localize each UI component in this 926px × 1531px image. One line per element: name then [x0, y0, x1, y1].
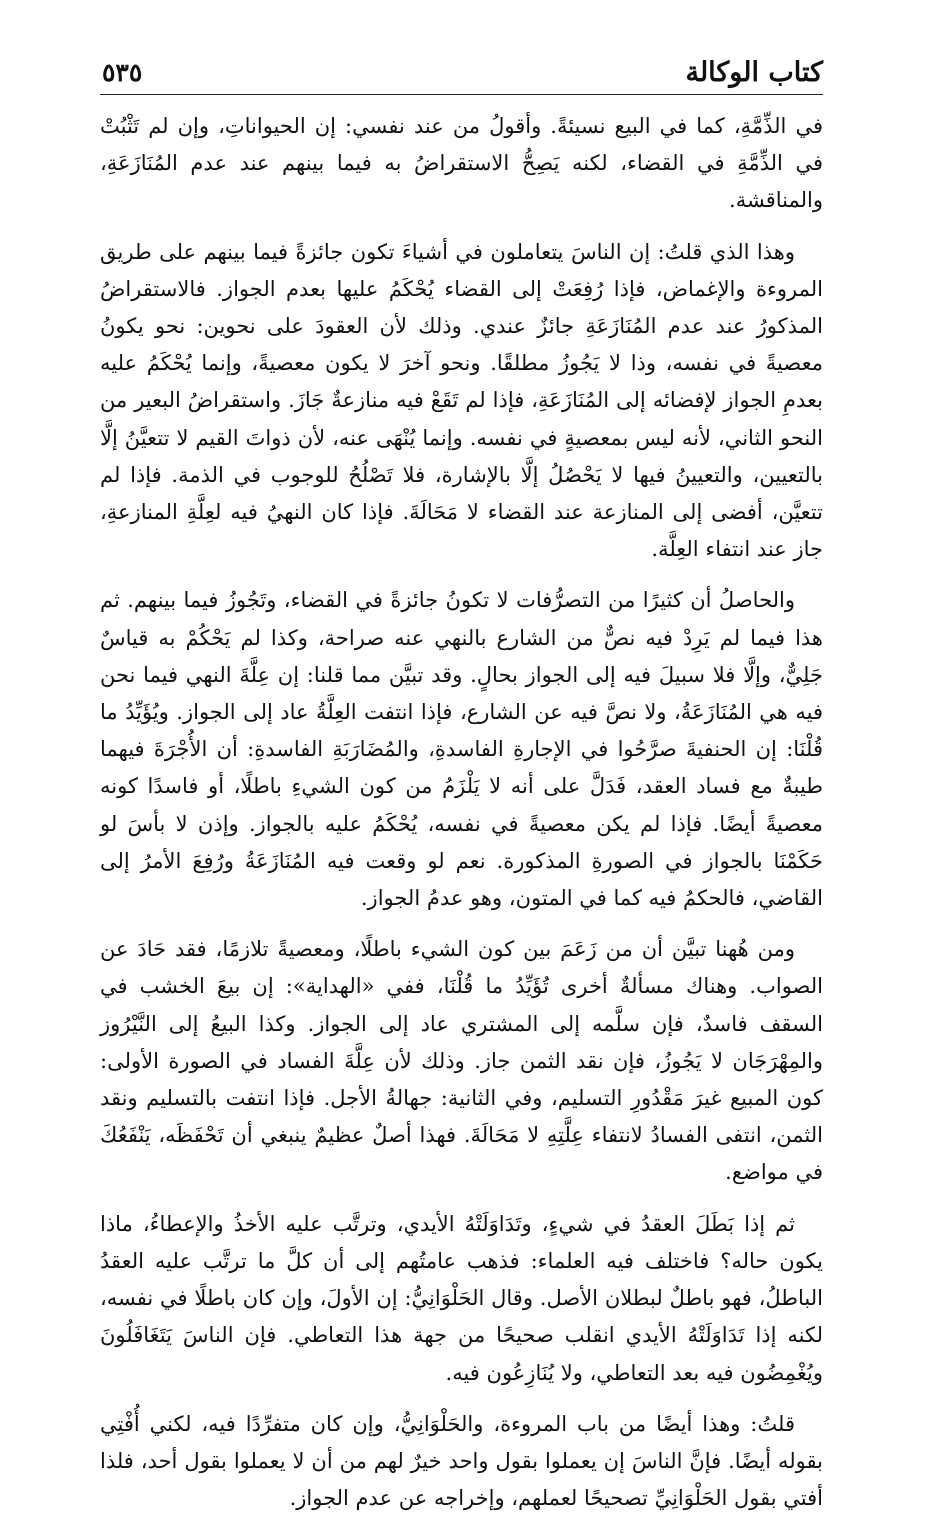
- page-number: ٥٣٥: [102, 58, 143, 87]
- book-title: كتاب الوكالة: [685, 57, 823, 88]
- header-rule: [100, 94, 823, 95]
- running-header: [100, 52, 823, 96]
- paragraph-5: ثم إذا بَطَلَ العقدُ في شيءٍ، وتَدَاوَلَتْهُ الأيدي، وترتَّب عليه الأخذُ والإعطاءُ، ماذا يكون حاله؟ فاختلف فيه العلماء: فذهب عامتُهم إلى أن كلَّ ما ترتَّب عليه العقدُ الباطلُ، فهو باطلٌ لبطلان الأصل. وقال الحَلْوَانِيُّ: إن الأولَ، وإن كان باطلًا في نفسه، لكنه إذا تَدَاوَلَتْهُ الأيدي انقلب صحيحًا من جهة هذا التعاطي. فإن الناسَ يَتَغَافَلُونَ ويُغْمِضُون فيه بعد التعاطي، ولا يُنَازِعُون فيه.: [100, 1211, 823, 1385]
- paragraph-3: والحاصلُ أن كثيرًا من التصرُّفات لا تكونُ جائزةً في القضاء، وتَجُوزُ فيما بينهم. ثم هذا فيما لم يَرِدْ فيه نصٌّ من الشارع بالنهي عنه صراحة، وكذا لم يَحْكُمْ به قياسٌ جَلِيٌّ، وإلَّا فلا سبيلَ فيه إلى الجواز بحالٍ. وقد تبيَّن مما قلنا: إن عِلَّةَ النهي فيما نحن فيه هي المُنَازَعَةُ، ولا نصَّ فيه عن الشارع، فإذا انتفت العِلَّةُ عاد إلى الجواز. ويُؤَيِّدُ ما قُلْنَا: إن الحنفيةَ صرَّحُوا في الإجارةِ الفاسدةِ، والمُضَارَبَةِ الفاسدةِ: أن الأُجْرَةَ فيهما طيبةٌ مع فساد العقد، فَدَلَّ على أنه لا يَلْزَمُ من كون الشيءِ باطلًا، أو فاسدًا كونه معصيةً أيضًا. فإذا لم يكن معصيةً في نفسه، يُحْكَمُ عليه بالجواز. وإذن لا بأسَ لو حَكَمْنَا بالجواز في الصورةِ المذكورة. نعم لو وقعت فيه المُنَازَعَةُ ورُفِعَ الأمرُ إلى القاضي، فالحكمُ فيه كما في المتون، وهو عدمُ الجواز.: [100, 588, 823, 911]
- paragraph-4: ومن هُهنا تبيَّن أن من زَعَمَ بين كون الشيء باطلًا، ومعصيةً تلازمًا، فقد حَادَ عن الصواب. وهناك مسألةٌ أخرى تُؤَيِّدُ ما قُلْنَا، ففي «الهداية»: إن بيعَ الخشب في السقف فاسدٌ، فإن سلَّمه إلى المشتري عاد إلى الجواز. وكذا البيعُ إلى النَّيْرُوز والمِهْرَجَان لا يَجُوزُ، فإن نقد الثمن جاز. وذلك لأن عِلَّةَ الفساد في الصورة الأولى: كون المبيع غيرَ مَقْدُورِ التسليم، وفي الثانية: جهالةُ الأجل. فإذا انتفت بالتسليم ونقد الثمن، انتفى الفسادُ لانتفاء عِلَّتِهِ لا مَحَالَةَ. فهذا أصلٌ عظيمٌ ينبغي أن تَحْفَظَه، يَنْفَعُكَ في مواضع.: [100, 937, 823, 1185]
- main-text: [100, 108, 823, 1531]
- paragraph-1: في الذِّمَّةِ، كما في البيع نسيئةً. وأقولُ من عند نفسي: إن الحيواناتِ، وإن لم تَثْبُتْ في الذِّمَّةِ في القضاء، لكنه يَصِحُّ الاستقراضُ به فيما بينهم عند عدم المُنَازَعَةِ، والمناقشة.: [100, 114, 823, 213]
- paragraph-6: قلتُ: وهذا أيضًا من باب المروءة، والحَلْوَانِيُّ، وإن كان متفرِّدًا فيه، لكني أُفْتِي بقوله أيضًا. فإنَّ الناسَ إن يعملوا بقول واحد خيرٌ لهم من أن لا يعملوا بقول أحد، فلذا أفتي بقول الحَلْوَانِيِّ تصحيحًا لعملهم، وإخراجه عن عدم الجواز.: [100, 1411, 823, 1511]
- paragraph-2: وهذا الذي قلتُ: إن الناسَ يتعاملون في أشياءَ تكون جائزةً فيما بينهم على طريق المروءة والإغماض، فإذا رُفِعَتْ إلى القضاء يُحْكَمُ عليها بعدم الجواز. فالاستقراضُ المذكورُ عند عدم المُنَازَعَةِ جائزٌ عندي. وذلك لأن العقودَ على نحوين: نحو يكونُ معصيةً في نفسه، وذا لا يَجُوزُ مطلقًا. ونحو آخرَ لا يكون معصيةً، وإنما يُحْكَمُ عليه بعدمِ الجواز لإفضائه إلى المُنَازَعَةِ، فإذا لم تَقَعْ فيه منازعةٌ جَازَ. واستقراضُ البعير من النحو الثاني، لأنه ليس بمعصيةٍ في نفسه. وإنما يُنْهَى عنه، لأن ذواتَ القيم لا تتعيَّنُ إلَّا بالتعيين، والتعيينُ فيها لا يَحْصُلُ إلَّا بالإشارة، فلا تَصْلُحُ للوجوب في الذمة. فإذا لم تتعيَّن، أفضى إلى المنازعة عند القضاء لا مَحَالَةَ. فإذا كان النهيُ فيه لعِلَّةِ المنازعةِ، جاز عند انتفاء العِلَّة.: [100, 239, 823, 562]
